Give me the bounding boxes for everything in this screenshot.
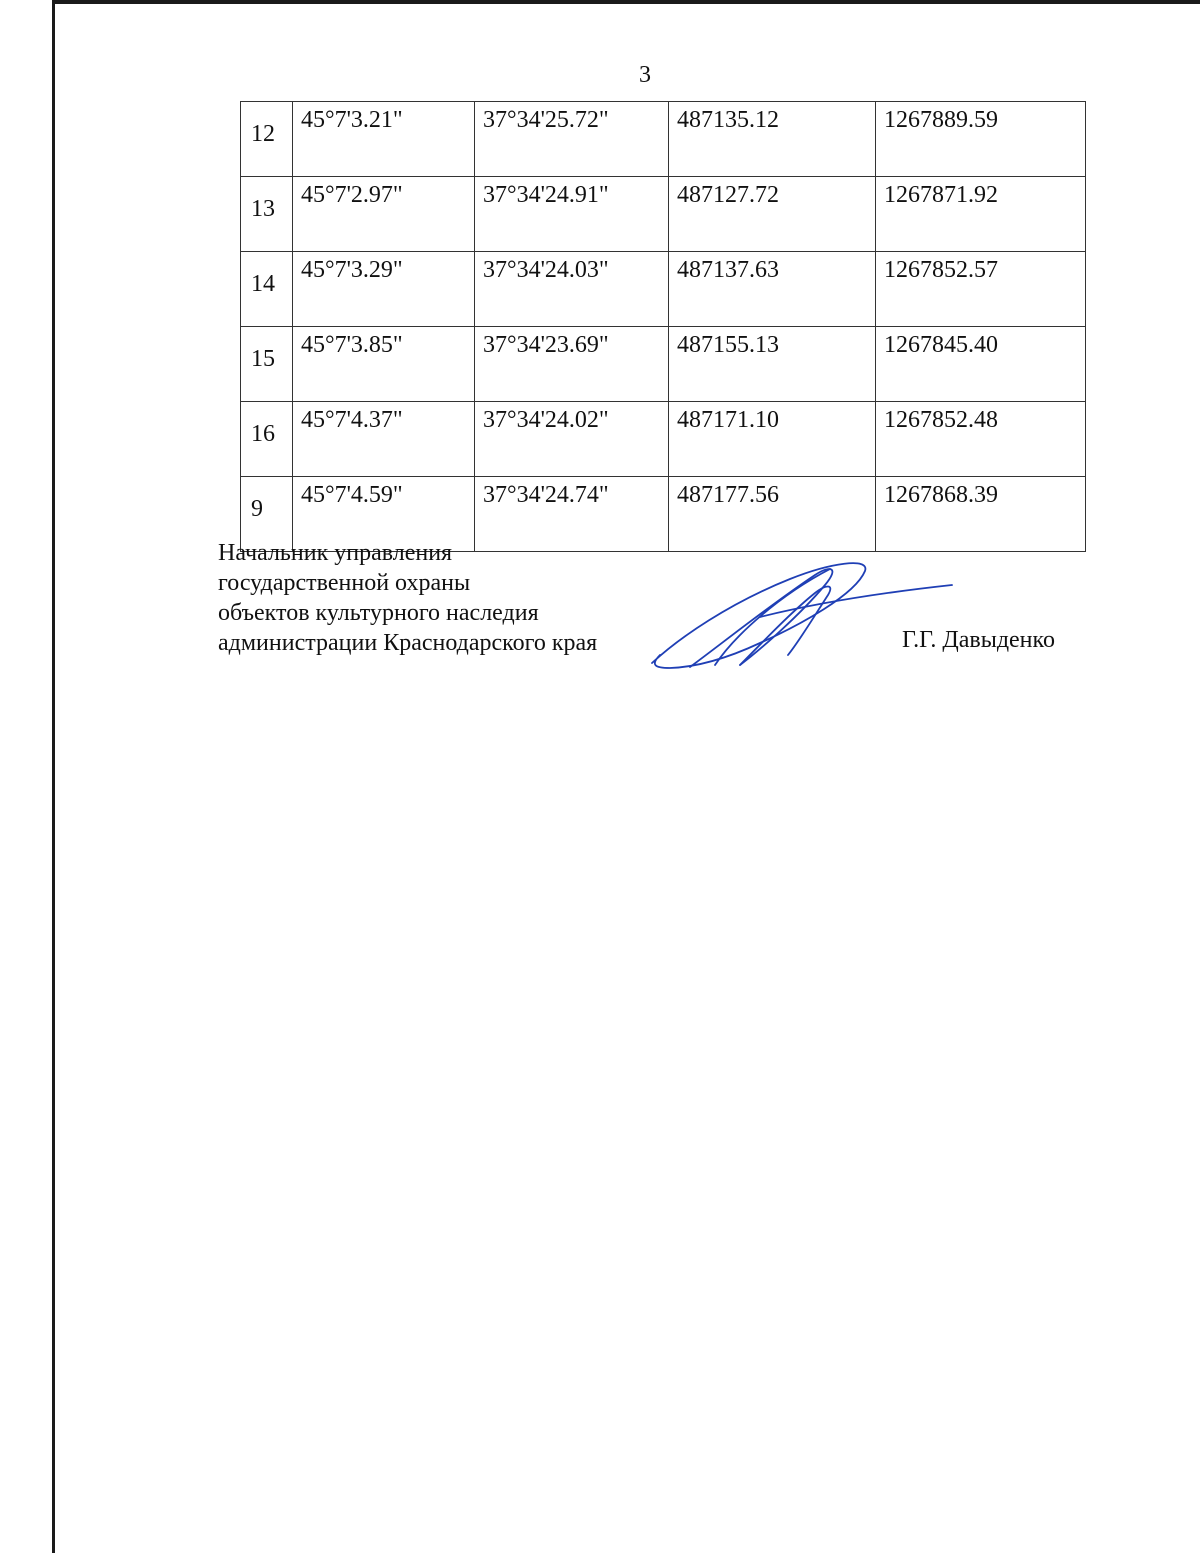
table-row	[241, 252, 1086, 327]
latitude-cell: 45°7'3.29"	[293, 252, 475, 327]
point-number-cell: 9	[241, 477, 293, 552]
x-coordinate-cell: 487171.10	[669, 402, 876, 477]
latitude-cell: 45°7'3.21"	[293, 102, 475, 177]
y-coordinate-cell: 1267889.59	[876, 102, 1086, 177]
point-number-cell: 12	[241, 102, 293, 177]
signatory-title-line: Начальник управления	[218, 540, 453, 566]
x-coordinate-cell: 487137.63	[669, 252, 876, 327]
longitude-cell: 37°34'23.69"	[475, 327, 669, 402]
table-row	[241, 102, 1086, 177]
y-coordinate-cell: 1267871.92	[876, 177, 1086, 252]
page-number: 3	[639, 62, 651, 88]
point-number-cell: 16	[241, 402, 293, 477]
signatory-title-line: государственной охраны	[218, 570, 471, 596]
longitude-cell: 37°34'24.91"	[475, 177, 669, 252]
y-coordinate-cell: 1267845.40	[876, 327, 1086, 402]
point-number-cell: 15	[241, 327, 293, 402]
latitude-cell: 45°7'3.85"	[293, 327, 475, 402]
point-number-cell: 13	[241, 177, 293, 252]
signatory-title-line: объектов культурного наследия	[218, 600, 539, 626]
signatory-title-line: администрации Краснодарского края	[218, 630, 598, 656]
y-coordinate-cell: 1267852.57	[876, 252, 1086, 327]
table-row	[241, 327, 1086, 402]
longitude-cell: 37°34'24.74"	[475, 477, 669, 552]
point-number-cell: 14	[241, 252, 293, 327]
table-row	[241, 402, 1086, 477]
x-coordinate-cell: 487135.12	[669, 102, 876, 177]
x-coordinate-cell: 487127.72	[669, 177, 876, 252]
signer-name: Г.Г. Давыденко	[902, 627, 1055, 653]
latitude-cell: 45°7'4.37"	[293, 402, 475, 477]
longitude-cell: 37°34'25.72"	[475, 102, 669, 177]
page-border-left	[52, 0, 55, 1553]
table-row	[241, 177, 1086, 252]
latitude-cell: 45°7'4.59"	[293, 477, 475, 552]
y-coordinate-cell: 1267852.48	[876, 402, 1086, 477]
coordinates-table	[240, 101, 1086, 552]
longitude-cell: 37°34'24.03"	[475, 252, 669, 327]
signatory-title	[218, 538, 597, 658]
longitude-cell: 37°34'24.02"	[475, 402, 669, 477]
x-coordinate-cell: 487177.56	[669, 477, 876, 552]
y-coordinate-cell: 1267868.39	[876, 477, 1086, 552]
page-border-top	[52, 0, 1200, 4]
x-coordinate-cell: 487155.13	[669, 327, 876, 402]
handwritten-signature	[640, 555, 970, 685]
latitude-cell: 45°7'2.97"	[293, 177, 475, 252]
